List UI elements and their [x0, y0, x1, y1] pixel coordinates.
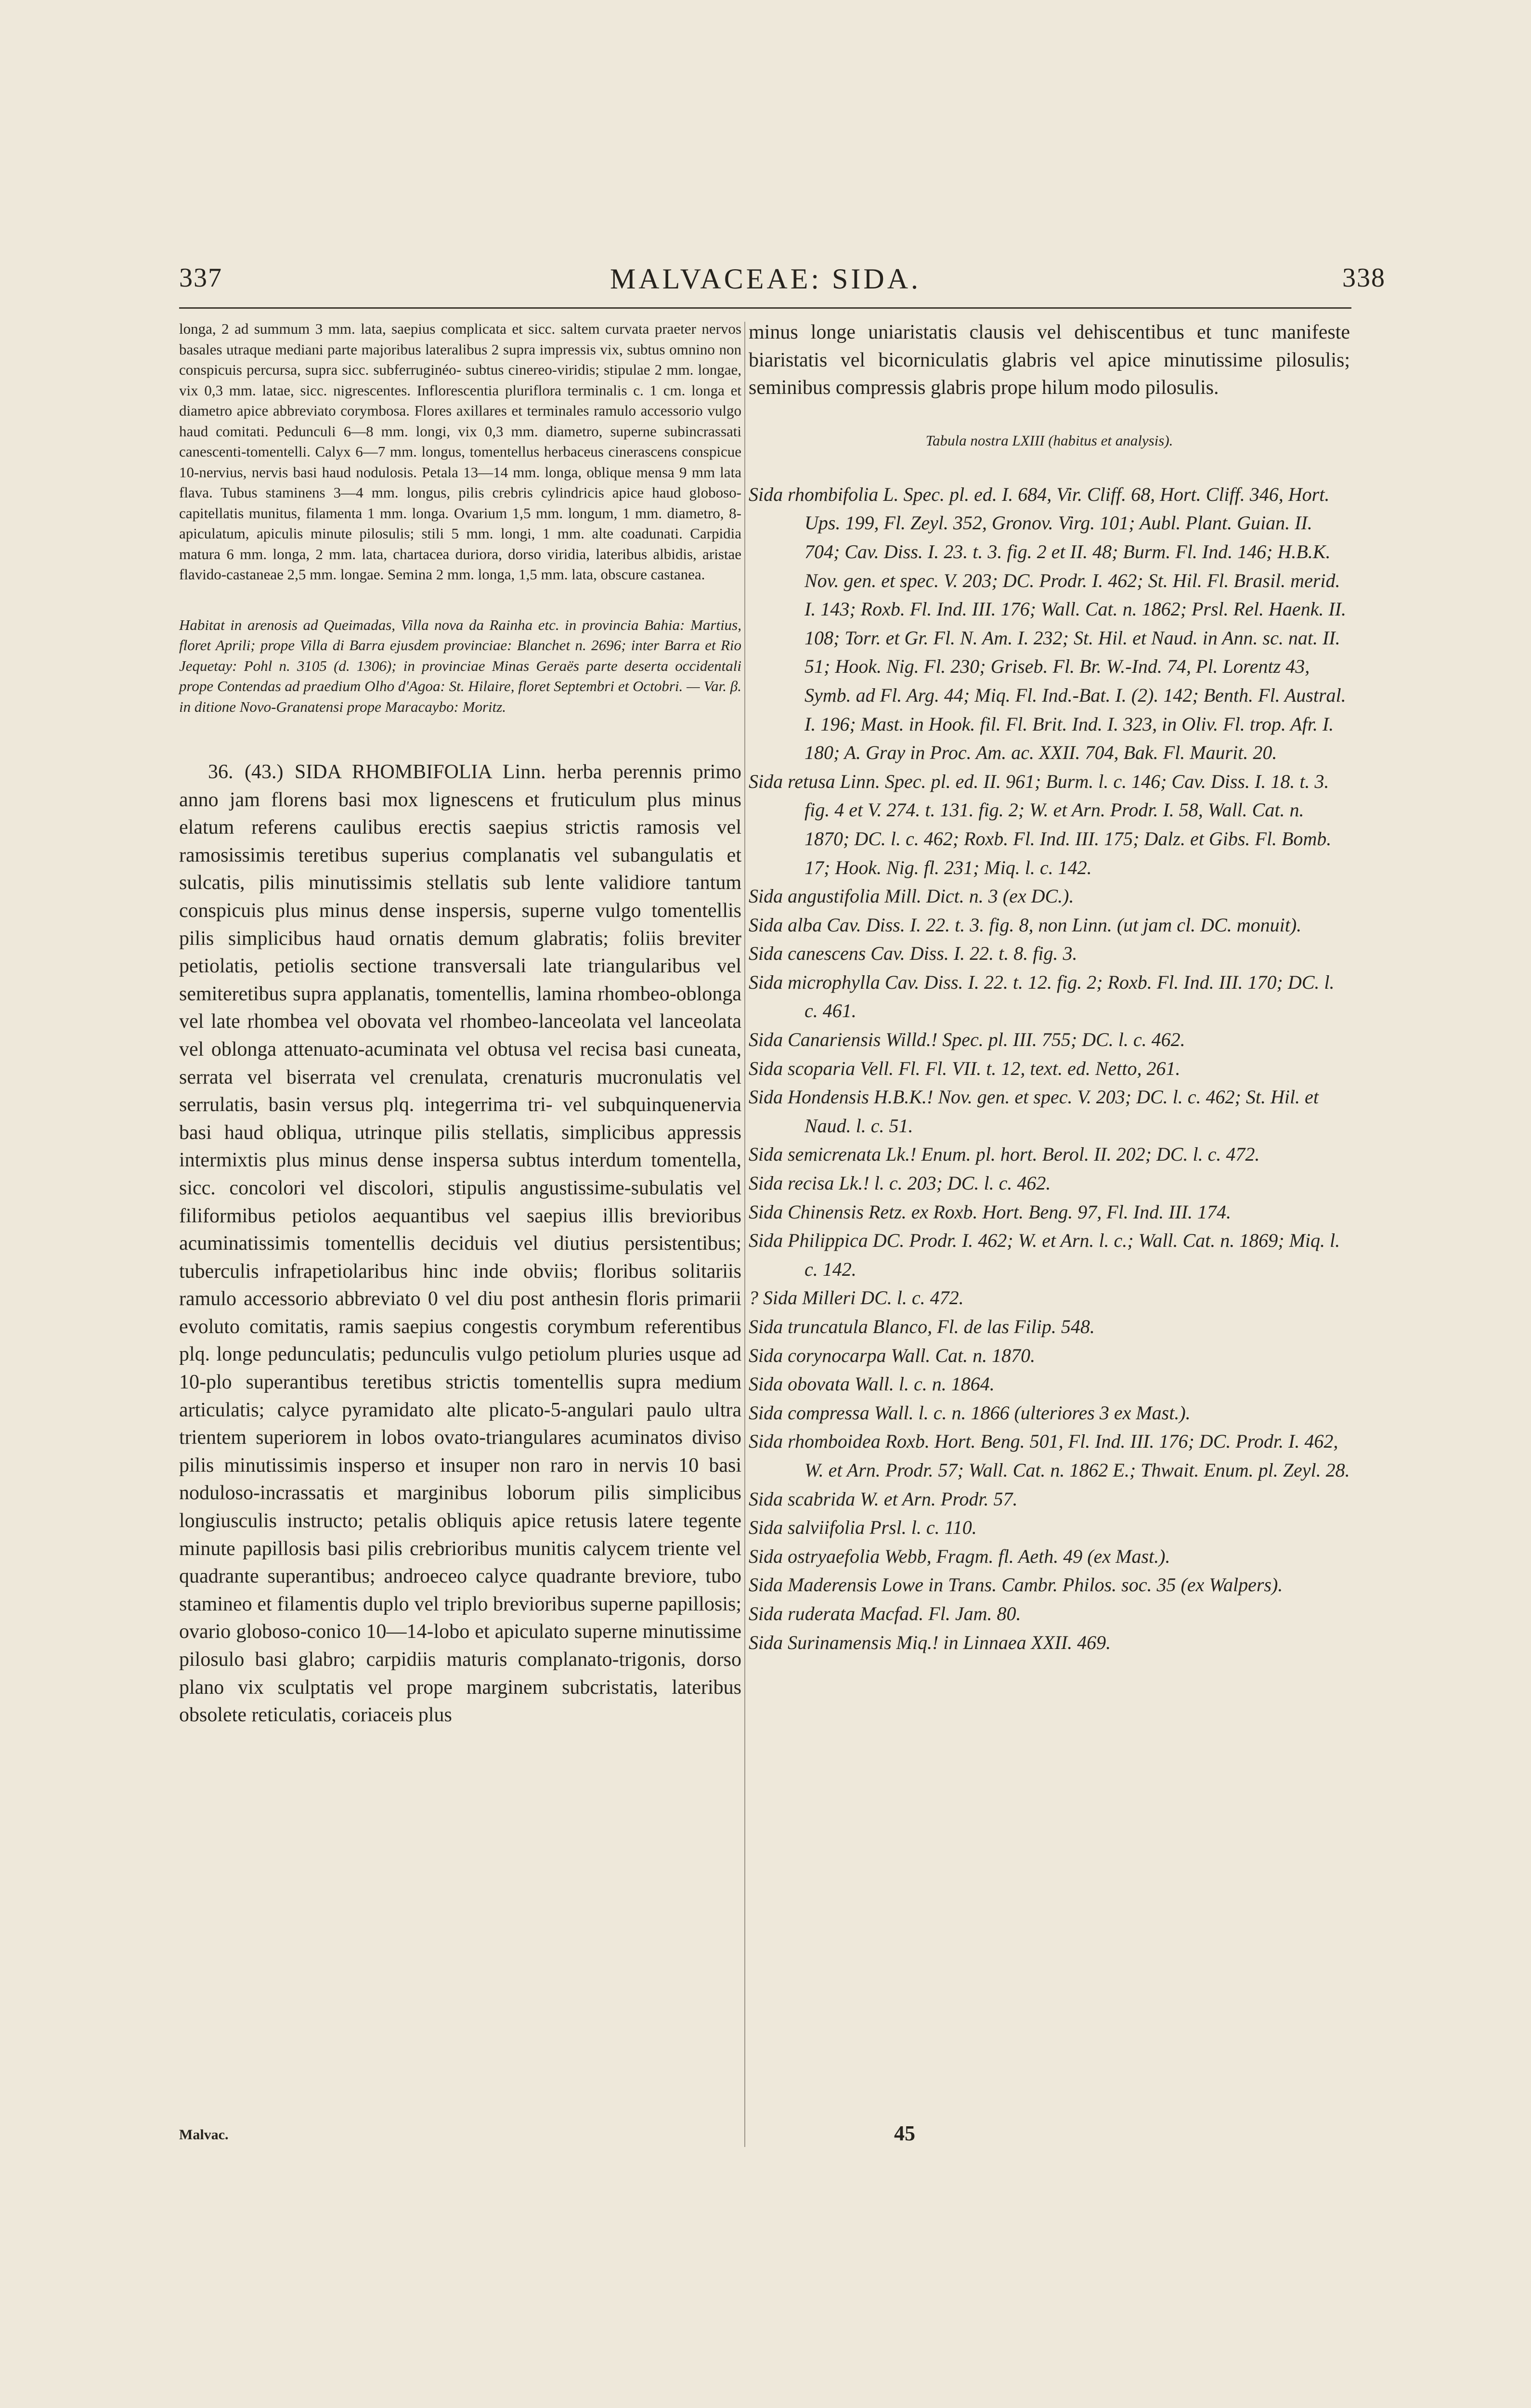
synonym-entry: Sida Canariensis Willd.! Spec. pl. III. 755; DC. l. c. 462.	[749, 1029, 1185, 1051]
synonym-entry: ? Sida Milleri DC. l. c. 472.	[749, 1287, 964, 1309]
synonym-entry: Sida Maderensis Lowe in Trans. Cambr. Philos. soc. 35 (ex Walpers).	[749, 1574, 1283, 1596]
species-paragraph: 36. (43.) SIDA RHOMBIFOLIA Linn. herba perennis primo anno jam florens basi mox lignescens et fruticulum plus minus elatum referens caulibus erectis saepius strictis ramosis vel ramosissimis teretibus superius complanatis vel subangulatis et sulcatis, pilis minutissimis stellatis sub lente validiore tantum conspicuis plus minus dense inspersis, superne vulgo tomentellis pilis simplicibus haud ornatis demum glabratis; foliis breviter petiolatis, petiolis sectione transversali late triangularibus vel semiteretibus supra applanatis, tomentellis, lamina rhombeo-oblonga vel late rhombea vel obovata vel rhombeo-lanceolata vel lanceolata vel oblonga attenuato-acuminata vel obtusa vel recisa basi cuneata, serrata vel biserrata vel crenulata, crenaturis mucronulatis vel serrulatis, basin versus plq. integerrima tri- vel subquinquenervia basi haud obliqua, utrinque pilis stellatis, simplicibus appressis intermixtis plus minus dense inspersa subtus interdum tomentella, sicc. concolori vel discolori, stipulis angustissime-subulatis vel filiformibus petiolos aequantibus vel saepius illis brevioribus acuminatissimis tomentellis deciduis vel diutius persistentibus; tuberculis infrapetiolaribus hinc inde obviis; floribus solitariis ramulo accessorio abbreviato 0 vel diu post anthesin floris primarii evoluto comitatis, ramis saepius congestis corymbum referentibus plq. longe pedunculatis; pedunculis vulgo petiolum pluries usque ad 10-plo superantibus teretibus strictis tomentellis supra medium articulatis; calyce pyramidato alte plicato-5-angulari paulo ultra trientem superiorem in lobos ovato-triangulares acuminatos diviso pilis minutissimis insperso et insuper non raro in nervis 10 basi noduloso-incrassatis et marginibus loborum pilis simplicibus longiusculis instructo; petalis obliquis apice retusis latere tegente minute papillosis basi pilis crebrioribus munitis calycem triente vel quadrante superantibus; androeceo calyce quadrante breviore, tubo stamineo et filamentis duplo vel triplo brevioribus superne papillosis; ovario globoso-conico 10—14-lobo et apiculato superne minutissime pilosulo basi glabro; carpidiis maturis complanato-trigonis, dorso plano vix sculptatis vel prope marginem subcristatis, lateribus obsolete reticulatis, coriaceis plus	[179, 761, 741, 1727]
plate-reference: Tabula nostra LXIII (habitus et analysis).	[925, 432, 1173, 449]
synonym-entry: Sida scabrida W. et Arn. Prodr. 57.	[749, 1488, 1018, 1510]
description-block	[179, 319, 741, 717]
synonym-entry: Sida corynocarpa Wall. Cat. n. 1870.	[749, 1344, 1036, 1366]
synonym-entry: Sida obovata Wall. l. c. n. 1864.	[749, 1373, 995, 1395]
synonym-entry: Sida canescens Cav. Diss. I. 22. t. 8. fig. 3.	[749, 942, 1077, 965]
continuation-block	[749, 319, 1350, 402]
synonym-entry: Sida Philippica DC. Prodr. I. 462; W. et Arn. l. c.; Wall. Cat. n. 1869; Miq. l. c. 142.	[749, 1230, 1340, 1280]
page-number-right: 338	[1342, 263, 1386, 293]
continuation-paragraph: minus longe uniaristatis clausis vel dehiscentibus et tunc manifeste biaristatis vel bicorniculatis glabris vel apice minutissime pilosulis; seminibus compressis glabris prope hilum modo pilosulis.	[749, 321, 1350, 399]
synonym-entry: Sida angustifolia Mill. Dict. n. 3 (ex DC.).	[749, 885, 1074, 907]
synonym-entry: Sida salviifolia Prsl. l. c. 110.	[749, 1517, 977, 1539]
synonym-entry: Sida Hondensis H.B.K.! Nov. gen. et spec. V. 203; DC. l. c. 462; St. Hil. et Naud. l. c. 51.	[749, 1086, 1319, 1137]
signature-mark: Malvac.	[179, 2127, 229, 2143]
description-paragraph: longa, 2 ad summum 3 mm. lata, saepius complicata et sicc. saltem curvata praeter nervos basales utraque mediani parte majoribus lateralibus 2 supra impressis vix, subtus omnino non conspicuis percursa, supra sicc. subferruginéo- subtus cinereo-viridis; stipulae 2 mm. longae, vix 0,3 mm. latae, sicc. nigrescentes. Inflorescentia pluriflora terminalis c. 1 cm. longa et diametro apice abbreviato corymbosa. Flores axillares et terminales ramulo accessorio vulgo haud comitati. Pedunculi 6—8 mm. longi, vix 0,3 mm. diametro, superne subincrassati canescenti-tomentelli. Calyx 6—7 mm. longus, tomentellus herbaceus cinerascens conspicue 10-nervius, nervis basi haud nodulosis. Petala 13—14 mm. longa, oblique mensa 9 mm lata flava. Tubus staminens 3—4 mm. longus, pilis crebris cylindricis apice haud globoso-capitellatis munitus, filamenta 1 mm. longa. Ovarium 1,5 mm. longum, 1 mm. diametro, 8-apiculatum, apiculis minute pilosulis; stili 5 mm. longi, 1 mm. alte coadunati. Carpidia matura 6 mm. longa, 2 mm. lata, chartacea duriora, dorso viridia, lateribus albidis, aristae flavido-castaneae 2,5 mm. longae. Semina 2 mm. longa, 1,5 mm. lata, obscure castanea.	[179, 320, 741, 583]
running-title: MALVACEAE: SIDA.	[610, 263, 921, 295]
species-block	[179, 759, 741, 1729]
sheet-number: 45	[894, 2121, 915, 2145]
synonym-entry: Sida semicrenata Lk.! Enum. pl. hort. Berol. II. 202; DC. l. c. 472.	[749, 1143, 1260, 1165]
synonym-entry: Sida ruderata Macfad. Fl. Jam. 80.	[749, 1602, 1021, 1624]
synonym-entry: Sida truncatula Blanco, Fl. de las Filip. 548.	[749, 1316, 1095, 1337]
synonym-entry: Sida compressa Wall. l. c. n. 1866 (ulteriores 3 ex Mast.).	[749, 1401, 1191, 1424]
synonym-entry: Sida Surinamensis Miq.! in Linnaea XXII. 469.	[749, 1631, 1111, 1653]
synonym-entry: Sida rhombifolia L. Spec. pl. ed. I. 684, Vir. Cliff. 68, Hort. Cliff. 346, Hort. Ups. 199, Fl. Zeyl. 352, Gronov. Virg. 101; Aubl. Plant. Guian. II. 704; Cav. Diss. I. 23. t. 3. fig. 2 et II. 48; Burm. Fl. Ind. 146; H.B.K. Nov. gen. et spec. V. 203; DC. Prodr. I. 462; St. Hil. Fl. Brasil. merid. I. 143; Roxb. Fl. Ind. III. 176; Wall. Cat. n. 1862; Prsl. Rel. Haenk. II. 108; Torr. et Gr. Fl. N. Am. I. 232; St. Hil. et Naud. in Ann. sc. nat. II. 51; Hook. Nig. Fl. 230; Griseb. Fl. Br. W.-Ind. 74, Pl. Lorentz 43, Symb. ad Fl. Arg. 44; Miq. Fl. Ind.-Bat. I. (2). 142; Benth. Fl. Austral. I. 196; Mast. in Hook. fil. Fl. Brit. Ind. I. 323, in Oliv. Fl. trop. Afr. I. 180; A. Gray in Proc. Am. ac. XXII. 704, Bak. Fl. Maurit. 20.	[749, 483, 1346, 764]
synonym-entry: Sida alba Cav. Diss. I. 22. t. 3. fig. 8, non Linn. (ut jam cl. DC. monuit).	[749, 914, 1302, 936]
header-rule	[179, 307, 1351, 309]
right-column	[749, 319, 1350, 1657]
synonym-entry: Sida retusa Linn. Spec. pl. ed. II. 961; Burm. l. c. 146; Cav. Diss. I. 18. t. 3. fig. 4 et V. 274. t. 131. fig. 2; W. et Arn. Prodr. I. 58, Wall. Cat. n. 1870; DC. l. c. 462; Roxb. Fl. Ind. III. 175; Dalz. et Gibs. Fl. Bomb. 17; Hook. Nig. fl. 231; Miq. l. c. 142.	[749, 770, 1332, 878]
synonymy-list	[749, 480, 1350, 1657]
left-column	[179, 319, 741, 1729]
page-number-left: 337	[179, 263, 222, 293]
synonym-entry: Sida Chinensis Retz. ex Roxb. Hort. Beng. 97, Fl. Ind. III. 174.	[749, 1201, 1232, 1223]
habitat-paragraph: Habitat in arenosis ad Queimadas, Villa nova da Rainha etc. in provincia Bahia: Martius, floret Aprili; prope Villa di Barra ejusdem provinciae: Blanchet n. 2696; inter Barra et Rio Jequetay: Pohl n. 3105 (d. 1306); in provinciae Minas Geraës parte deserta occidentali prope Contendas ad praedium Olho d'Agoa: St. Hilaire, floret Septembri et Octobri. — Var. β. in ditione Novo-Granatensi prope Maracaybo: Moritz.	[179, 616, 741, 715]
synonym-entry: Sida scoparia Vell. Fl. Fl. VII. t. 12, text. ed. Netto, 261.	[749, 1057, 1181, 1079]
synonym-entry: Sida microphylla Cav. Diss. I. 22. t. 12. fig. 2; Roxb. Fl. Ind. III. 170; DC. l. c. 461.	[749, 971, 1335, 1022]
synonym-entry: Sida recisa Lk.! l. c. 203; DC. l. c. 462.	[749, 1172, 1051, 1194]
synonym-entry: Sida rhomboidea Roxb. Hort. Beng. 501, Fl. Ind. III. 176; DC. Prodr. I. 462, W. et Arn. Prodr. 57; Wall. Cat. n. 1862 E.; Thwait. Enum. pl. Zeyl. 28.	[749, 1430, 1350, 1481]
column-divider	[744, 322, 745, 2147]
synonym-entry: Sida ostryaefolia Webb, Fragm. fl. Aeth. 49 (ex Mast.).	[749, 1545, 1170, 1567]
